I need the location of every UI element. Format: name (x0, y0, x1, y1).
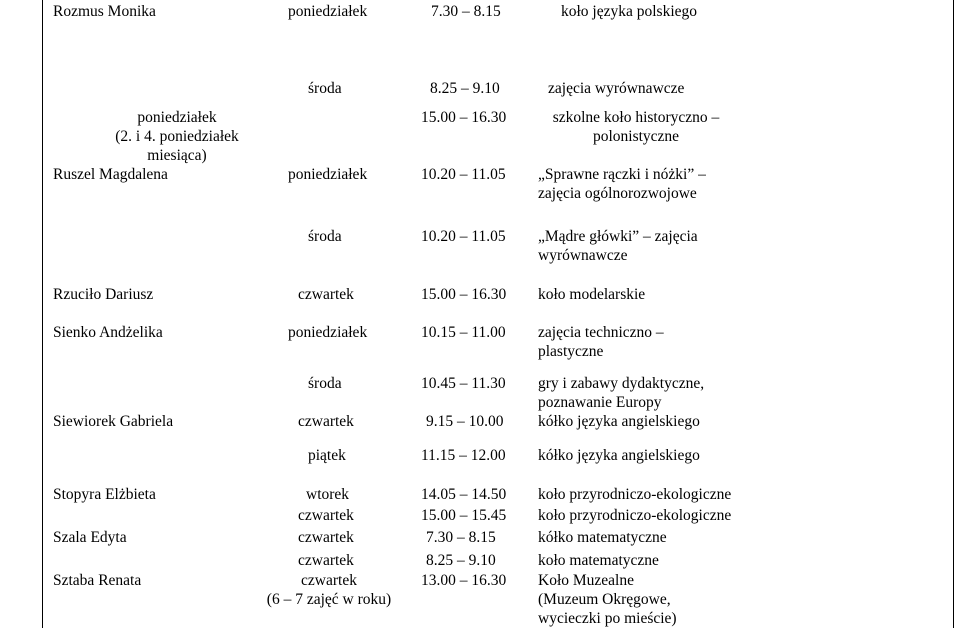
activity-cell: koło matematyczne (538, 552, 659, 569)
day-cell: (6 – 7 zajęć w roku) (266, 591, 392, 608)
day-cell: środa (308, 228, 342, 245)
day-cell: czwartek (301, 572, 357, 589)
time-cell: 14.05 – 14.50 (421, 486, 507, 503)
activity-cell: Koło Muzealne (538, 572, 634, 589)
time-cell: 10.20 – 11.05 (421, 166, 506, 183)
activity-cell: polonistyczne (592, 128, 680, 145)
time-cell: 8.25 – 9.10 (430, 80, 500, 97)
table-border-right (953, 0, 954, 628)
teacher-name: Ruszel Magdalena (53, 166, 168, 183)
teacher-name: Stopyra Elżbieta (53, 486, 156, 503)
activity-cell: (Muzeum Okręgowe, (538, 591, 671, 608)
activity-cell: wycieczki po mieście) (538, 610, 677, 627)
activity-cell: koło języka polskiego (561, 3, 698, 20)
time-cell: 15.00 – 16.30 (421, 109, 507, 126)
activity-cell: zajęcia wyrównawcze (548, 80, 685, 97)
day-cell: poniedziałek (288, 3, 368, 20)
activity-cell: „Mądre główki” – zajęcia (538, 228, 698, 245)
table-border-left (42, 0, 43, 628)
teacher-name: Rzuciło Dariusz (53, 286, 154, 303)
activity-cell: kółko języka angielskiego (538, 447, 700, 464)
activity-cell: plastyczne (538, 343, 604, 360)
day-cell: środa (308, 375, 342, 392)
day-cell: poniedziałek (288, 324, 368, 341)
time-cell: 15.00 – 16.30 (421, 286, 507, 303)
time-cell: 7.30 – 8.15 (431, 3, 501, 20)
activity-cell: kółko języka angielskiego (538, 413, 700, 430)
day-cell: poniedziałek (288, 166, 368, 183)
time-cell: 10.15 – 11.00 (421, 324, 506, 341)
day-cell: czwartek (298, 413, 354, 430)
time-cell: 10.20 – 11.05 (421, 228, 506, 245)
activity-cell: szkolne koło historyczno – (552, 109, 720, 126)
teacher-name: Siewiorek Gabriela (53, 413, 174, 430)
teacher-name: Sienko Andżelika (53, 324, 163, 341)
day-cell: czwartek (298, 507, 354, 524)
time-cell: 15.00 – 15.45 (421, 507, 507, 524)
day-cell: czwartek (298, 286, 354, 303)
time-cell: 9.15 – 10.00 (426, 413, 504, 430)
time-cell: 10.45 – 11.30 (421, 375, 506, 392)
time-cell: 7.30 – 8.15 (426, 529, 496, 546)
day-cell: poniedziałek (137, 109, 217, 126)
activity-cell: „Sprawne rączki i nóżki” – (538, 166, 706, 183)
time-cell: 13.00 – 16.30 (421, 572, 507, 589)
activity-cell: zajęcia ogólnorozwojowe (538, 185, 697, 202)
teacher-name: Sztaba Renata (53, 572, 142, 589)
activity-cell: wyrównawcze (538, 247, 628, 264)
day-cell: czwartek (298, 552, 354, 569)
activity-cell: kółko matematyczne (538, 529, 667, 546)
day-cell: czwartek (298, 529, 354, 546)
activity-cell: poznawanie Europy (538, 394, 662, 411)
day-cell: piątek (308, 447, 346, 464)
day-cell: (2. i 4. poniedziałek (115, 128, 239, 145)
activity-cell: gry i zabawy dydaktyczne, (538, 375, 705, 392)
teacher-name: Rozmus Monika (53, 3, 156, 20)
activity-cell: zajęcia techniczno – (538, 324, 664, 341)
activity-cell: koło przyrodniczo-ekologiczne (538, 486, 732, 503)
day-cell: miesiąca) (147, 147, 207, 164)
activity-cell: koło modelarskie (538, 286, 646, 303)
day-cell: wtorek (306, 486, 350, 503)
time-cell: 11.15 – 12.00 (421, 447, 506, 464)
day-cell: środa (308, 80, 342, 97)
time-cell: 8.25 – 9.10 (426, 552, 496, 569)
activity-cell: koło przyrodniczo-ekologiczne (538, 507, 732, 524)
teacher-name: Szala Edyta (53, 529, 127, 546)
